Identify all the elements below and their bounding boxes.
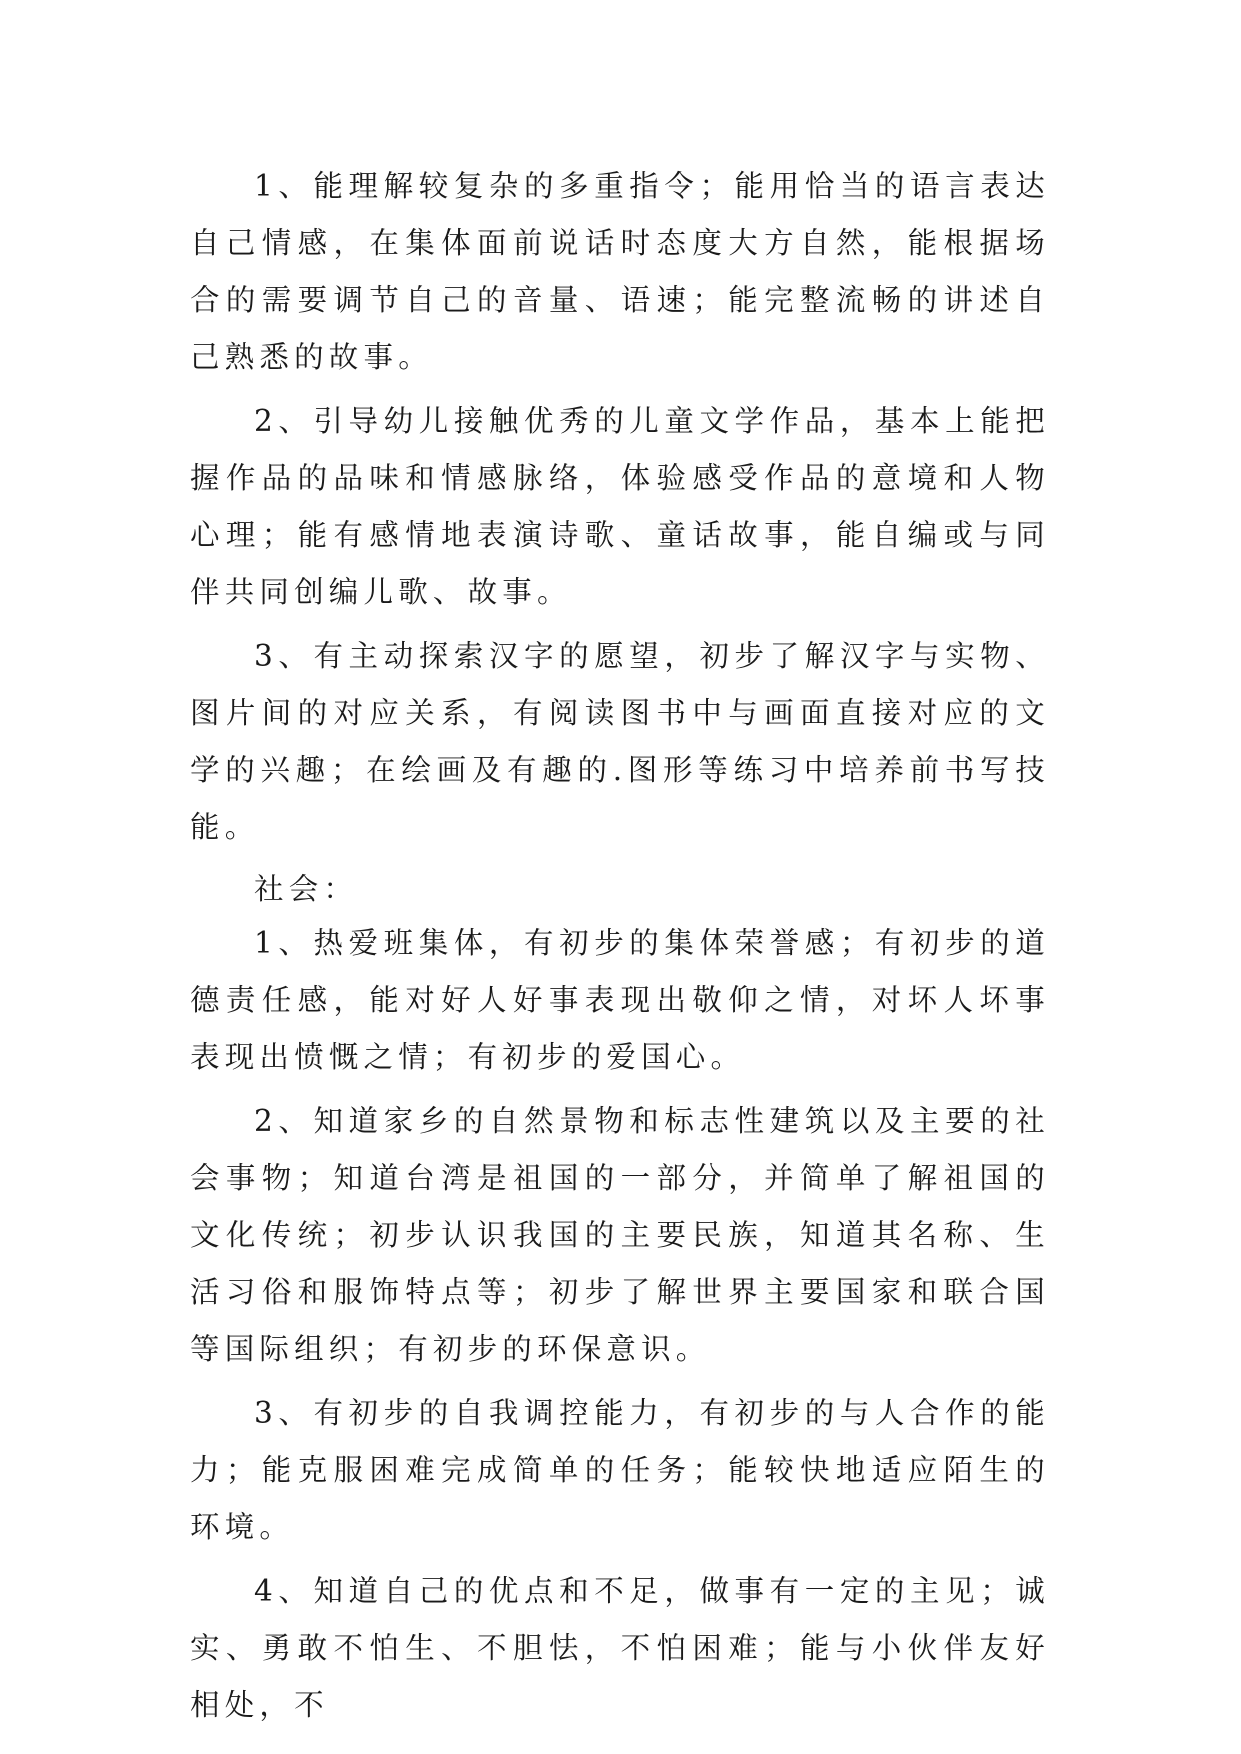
social-paragraph-4: 4、知道自己的优点和不足，做事有一定的主见；诚实、勇敢不怕生、不胆怯，不怕困难；能与小伙伴友好相处，不 xyxy=(190,1574,1050,1722)
document-page xyxy=(190,158,1050,1741)
social-paragraph-2: 2、知道家乡的自然景物和标志性建筑以及主要的社会事物；知道台湾是祖国的一部分，并简单了解祖国的文化传统；初步认识我国的主要民族，知道其名称、生活习俗和服饰特点等；初步了解世界主要国家和联合国等国际组织；有初步的环保意识。 xyxy=(190,1104,1050,1366)
language-paragraph-1: 1、能理解较复杂的多重指令；能用恰当的语言表达自己情感，在集体面前说话时态度大方自然，能根据场合的需要调节自己的音量、语速；能完整流畅的讲述自己熟悉的故事。 xyxy=(190,169,1050,374)
social-paragraph-3: 3、有初步的自我调控能力，有初步的与人合作的能力；能克服困难完成简单的任务；能较快地适应陌生的环境。 xyxy=(190,1396,1050,1544)
social-paragraph-1: 1、热爱班集体，有初步的集体荣誉感；有初步的道德责任感，能对好人好事表现出敬仰之情，对坏人坏事表现出愤慨之情；有初步的爱国心。 xyxy=(190,926,1050,1074)
language-paragraph-2: 2、引导幼儿接触优秀的儿童文学作品，基本上能把握作品的品味和情感脉络，体验感受作品的意境和人物心理；能有感情地表演诗歌、童话故事，能自编或与同伴共同创编儿歌、故事。 xyxy=(190,404,1050,609)
section-heading-social: 社会： xyxy=(254,872,359,906)
language-paragraph-3: 3、有主动探索汉字的愿望，初步了解汉字与实物、图片间的对应关系，有阅读图书中与画面直接对应的文学的兴趣；在绘画及有趣的.图形等练习中培养前书写技能。 xyxy=(190,639,1050,844)
